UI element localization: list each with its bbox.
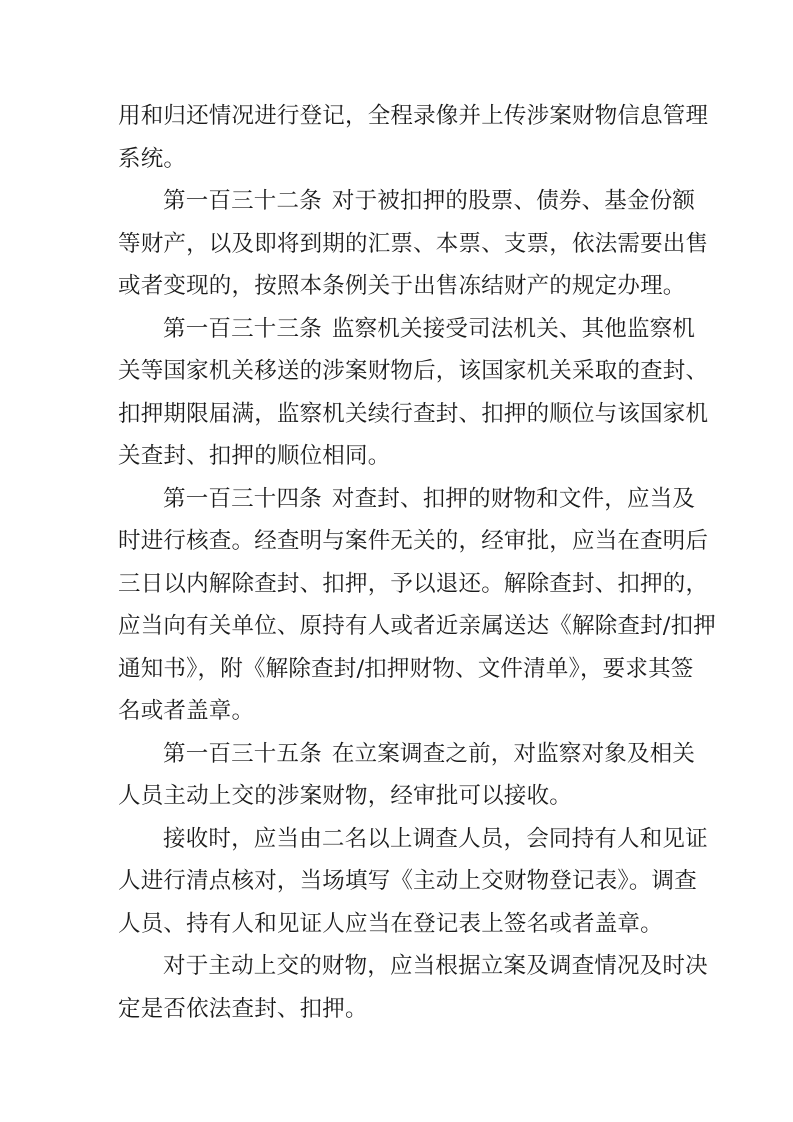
text-line: 应当向有关单位、原持有人或者近亲属送达《解除查封/扣押 xyxy=(118,613,716,639)
text-line: 对于被扣押的股票、债券、基金份额 xyxy=(331,188,696,214)
text-line: 关查封、扣押的顺位相同。 xyxy=(118,443,391,469)
text-line: 名或者盖章。 xyxy=(118,698,255,724)
text-line: 等财产，以及即将到期的汇票、本票、支票，依法需要出售 xyxy=(118,231,709,257)
text-line: 扣押期限届满，监察机关续行查封、扣押的顺位与该国家机 xyxy=(118,401,709,427)
text-line: 时进行核查。经查明与案件无关的，经审批，应当在查明后 xyxy=(118,528,709,554)
text-line: 对于主动上交的财物，应当根据立案及调查情况及时决 xyxy=(163,953,708,979)
text-line: 关等国家机关移送的涉案财物后，该国家机关采取的查封、 xyxy=(118,358,709,384)
text-line: 用和归还情况进行登记，全程录像并上传涉案财物信息管理 xyxy=(118,103,709,129)
article-heading: 第一百三十五条 xyxy=(163,741,322,767)
text-line: 人员主动上交的涉案财物，经审批可以接收。 xyxy=(118,783,573,809)
article-135-first-line xyxy=(163,739,696,769)
text-line: 三日以内解除查封、扣押，予以退还。解除查封、扣押的， xyxy=(118,571,709,597)
text-line: 监察机关接受司法机关、其他监察机 xyxy=(331,316,696,342)
article-heading: 第一百三十四条 xyxy=(163,486,322,512)
text-line: 对查封、扣押的财物和文件，应当及 xyxy=(331,486,696,512)
text-line: 或者变现的，按照本条例关于出售冻结财产的规定办理。 xyxy=(118,273,686,299)
text-line: 在立案调查之前，对监察对象及相关 xyxy=(331,741,696,767)
text-line: 定是否依法查封、扣押。 xyxy=(118,996,368,1022)
article-heading: 第一百三十三条 xyxy=(163,316,322,342)
text-line: 通知书》，附《解除查封/扣押财物、文件清单》，要求其签 xyxy=(118,656,694,682)
text-line: 系统。 xyxy=(118,146,187,172)
text-line: 接收时，应当由二名以上调查人员，会同持有人和见证 xyxy=(163,826,708,852)
text-line: 人员、持有人和见证人应当在登记表上签名或者盖章。 xyxy=(118,911,663,937)
article-133-first-line xyxy=(163,314,696,344)
article-134-first-line xyxy=(163,484,696,514)
text-line: 人进行清点核对，当场填写《主动上交财物登记表》。调查 xyxy=(118,868,697,894)
article-heading: 第一百三十二条 xyxy=(163,188,322,214)
article-132-first-line xyxy=(163,186,696,216)
